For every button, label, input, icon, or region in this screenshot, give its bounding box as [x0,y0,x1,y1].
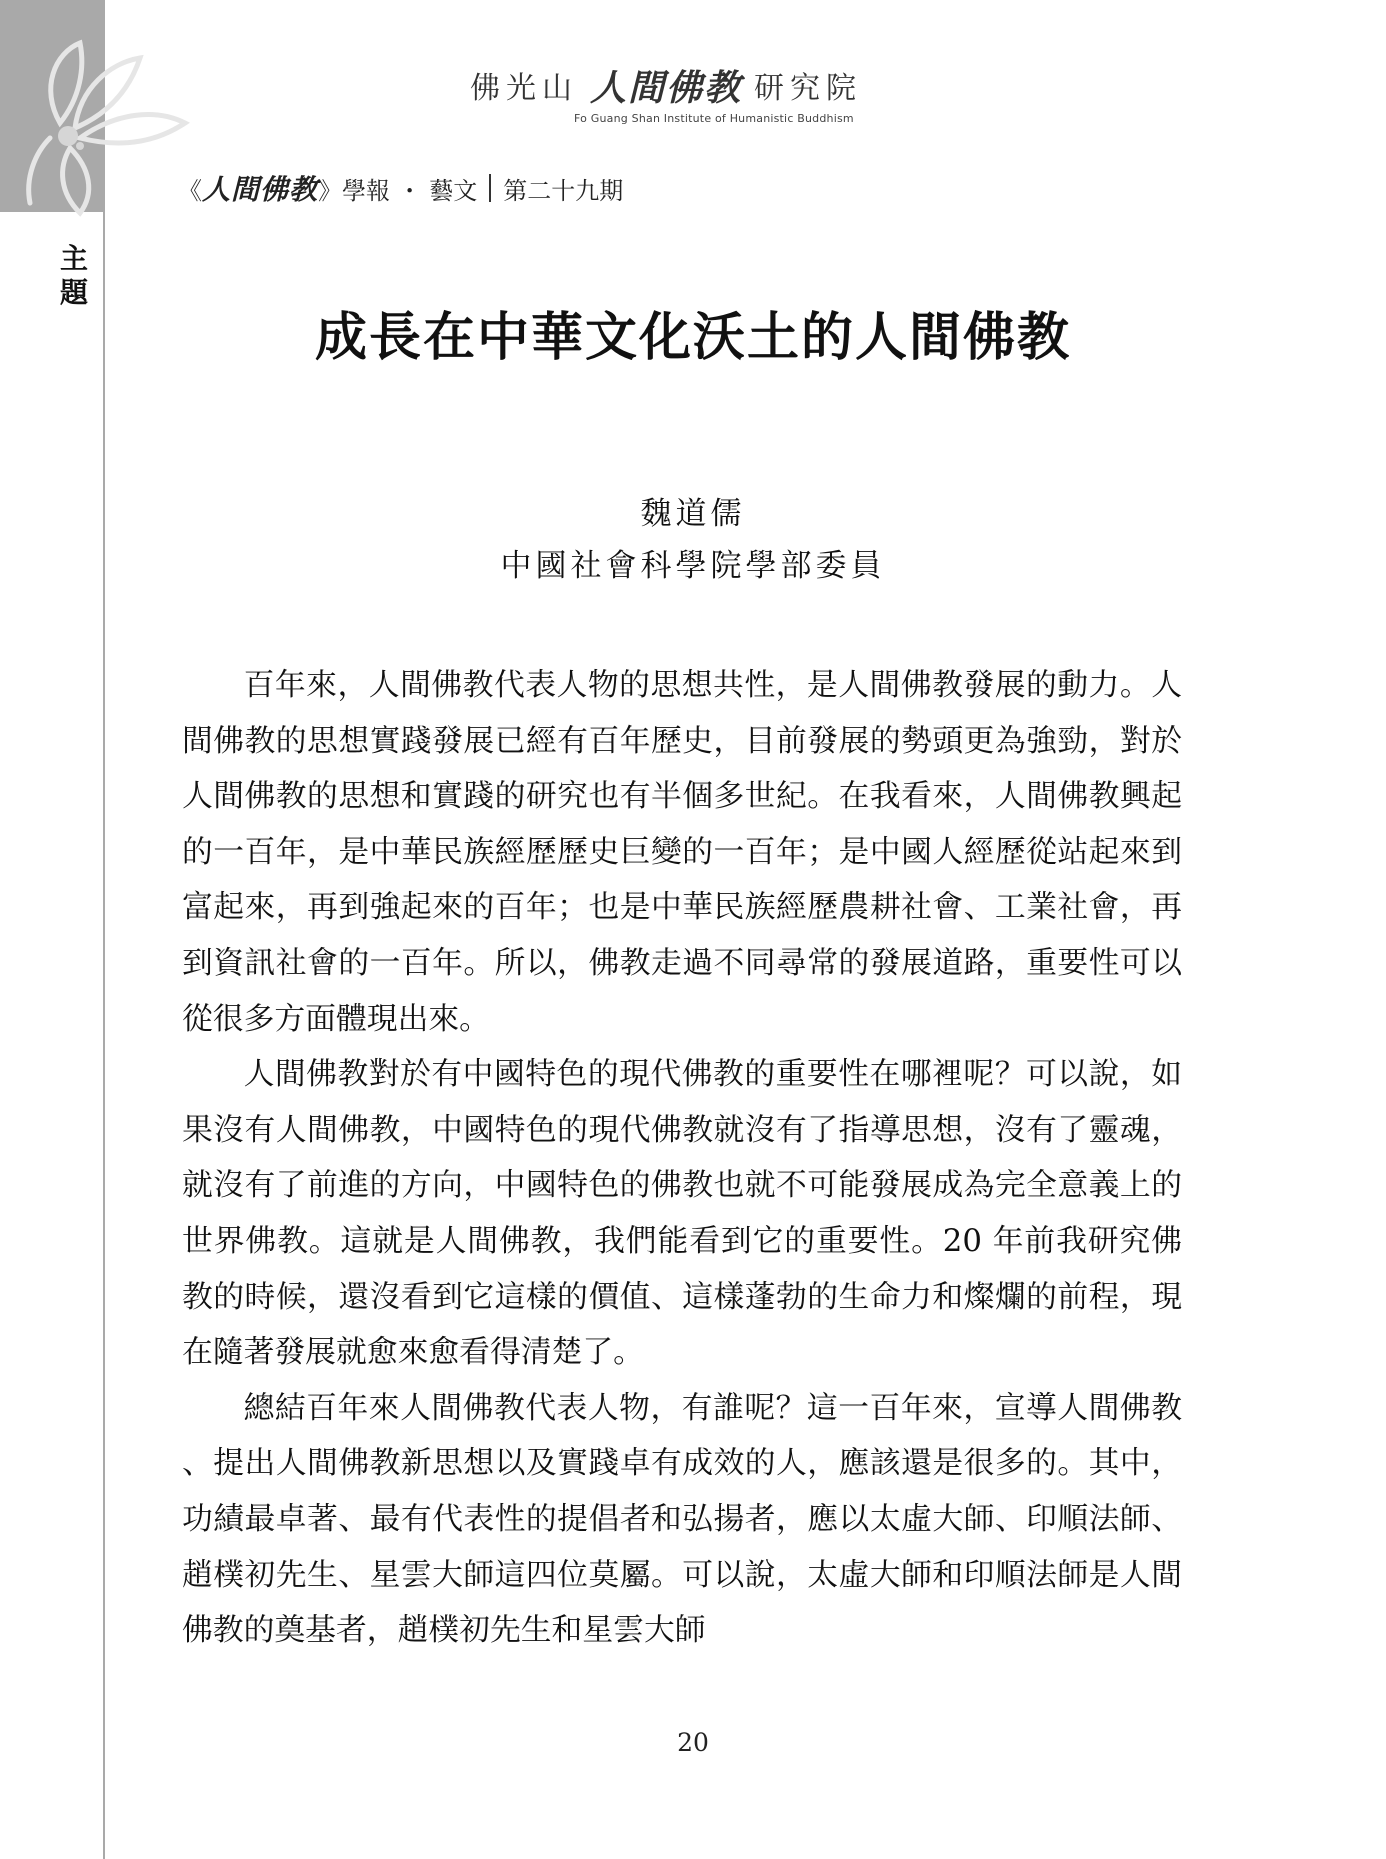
journal-open-bracket: 《 [178,176,202,205]
body-paragraph: 總結百年來人間佛教代表人物，有誰呢？這一百年來，宣導人間佛教、提出人間佛教新思想以及實踐卓有成效的人，應該還是很多的。其中，功績最卓著、最有代表性的提倡者和弘揚者，應以太虛大師、印順法師、趙樸初先生、星雲大師這四位莫屬。可以說，太虛大師和印順法師是人間佛教的奠基者，趙樸初先生和星雲大師 [182,1389,1182,1649]
institute-brand-logo: 人間佛教 [590,66,743,109]
body-paragraph: 百年來，人間佛教代表人物的思想共性，是人間佛教發展的動力。人間佛教的思想實踐發展已經有百年歷史，目前發展的勢頭更為強勁，對於人間佛教的思想和實踐的研究也有半個多世紀。在我看來，人間佛教興起的一百年，是中華民族經歷歷史巨變的一百年；是中國人經歷從站起來到富起來，再到強起來的百年；也是中華民族經歷農耕社會、工業社會，再到資訊社會的一百年。所以，佛教走過不同尋常的發展道路，重要性可以從很多方面體現出來。 [182,667,1182,1037]
article-title: 成長在中華文化沃土的人間佛教 [314,307,1071,368]
header-separator [489,174,491,202]
section-tab-char: 主 [59,242,88,275]
journal-name: 》學報 ・ 藝文 [318,176,478,205]
author-affiliation: 中國社會科學院學部委員 [500,548,886,584]
journal-header [178,168,623,208]
article-body [182,658,1182,1659]
body-paragraph: 人間佛教對於有中國特色的現代佛教的重要性在哪裡呢？可以說，如果沒有人間佛教，中國特色的現代佛教就沒有了指導思想，沒有了靈魂，就沒有了前進的方向，中國特色的佛教也就不可能發展成為完全意義上的世界佛教。這就是人間佛教，我們能看到它的重要性。20 年前我研究佛教的時候，還沒看到它這樣的價值、這樣蓬勃的生命力和燦爛的前程，現在隨著發展就愈來愈看得清楚了。 [182,1056,1182,1371]
journal-brand-logo: 人間佛教 [202,173,319,206]
section-tab-char: 題 [59,276,88,309]
institute-suffix: 研究院 [754,71,863,106]
institute-header [470,62,950,108]
issue-number: 第二十九期 [503,176,624,205]
page-number: 20 [677,1728,709,1757]
institute-english-name: Fo Guang Shan Institute of Humanistic Buddhism [574,112,854,125]
institute-prefix: 佛光山 [470,71,578,106]
margin-rule [103,212,105,1859]
article-author: 魏道儒 [640,496,746,532]
